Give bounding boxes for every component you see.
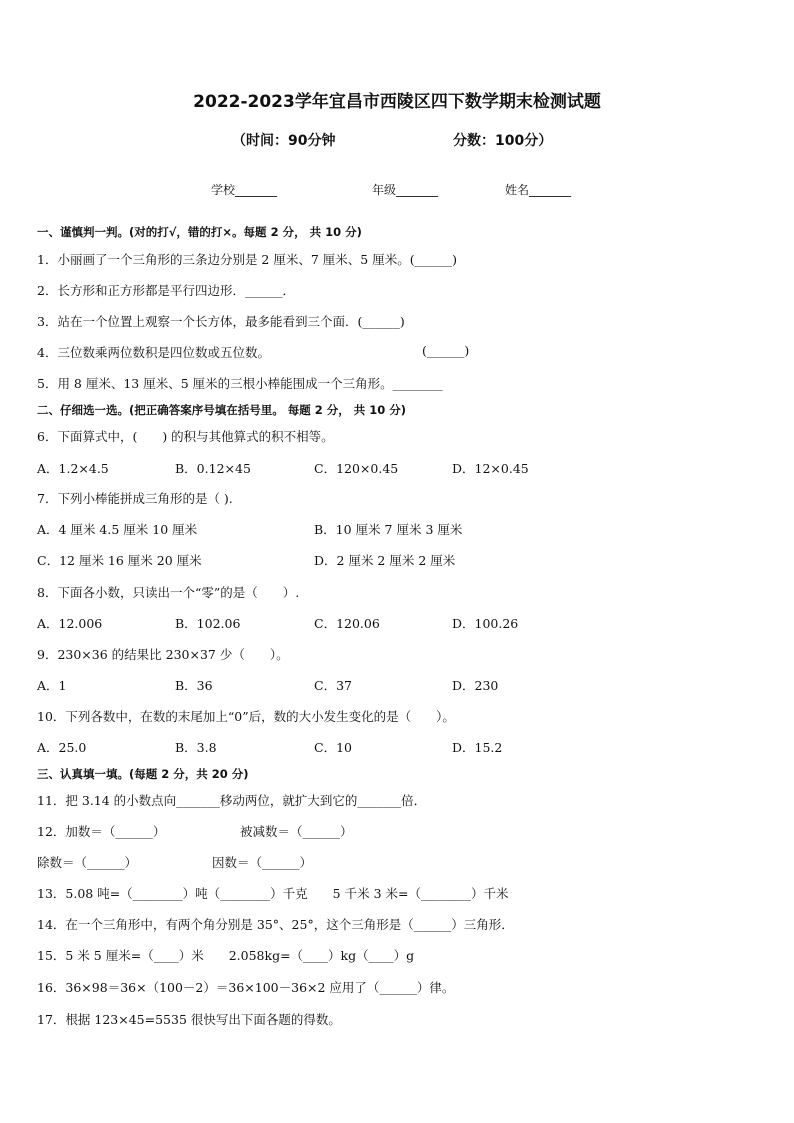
question-12-addend: 12．加数＝（______） xyxy=(37,824,166,839)
q9-option-a: A．1 xyxy=(37,678,67,693)
q8-option-d: D．100.26 xyxy=(452,616,519,631)
question-6: 6．下面算式中，( ) 的积与其他算式的积不相等。 xyxy=(37,429,334,444)
q7-option-c: C．12 厘米 16 厘米 20 厘米 xyxy=(37,553,202,568)
section2-heading: 二、仔细选一选。(把正确答案序号填在括号里。 每题 2 分， 共 10 分) xyxy=(37,403,407,417)
q6-option-a: A．1.2×4.5 xyxy=(37,461,109,476)
question-12-divisor: 除数＝（______） xyxy=(37,855,138,870)
q6-option-d: D．12×0.45 xyxy=(452,461,529,476)
q10-option-d: D．15.2 xyxy=(452,740,503,755)
question-7: 7．下列小棒能拼成三角形的是（ ). xyxy=(37,491,233,506)
question-17: 17．根据 123×45=5535 很快写出下面各题的得数。 xyxy=(37,1012,341,1027)
question-10: 10．下列各数中，在数的末尾加上“0”后，数的大小发生变化的是（ ）。 xyxy=(37,709,455,724)
exam-time: （时间：90分钟 xyxy=(232,133,336,149)
grade-field: 年级_______ xyxy=(372,183,439,197)
question-12-factor: 因数＝（______） xyxy=(212,855,313,870)
q7-option-a: A．4 厘米 4.5 厘米 10 厘米 xyxy=(37,522,198,537)
name-field: 姓名_______ xyxy=(505,183,572,197)
section3-heading: 三、认真填一填。(每题 2 分，共 20 分) xyxy=(37,767,249,781)
q8-option-b: B．102.06 xyxy=(175,616,241,631)
q9-option-d: D．230 xyxy=(452,678,499,693)
section1-heading: 一、谨慎判一判。(对的打√，错的打×。每题 2 分， 共 10 分) xyxy=(37,225,362,239)
q6-option-b: B．0.12×45 xyxy=(175,461,251,476)
question-4-blank: (______) xyxy=(422,343,470,358)
q9-option-c: C．37 xyxy=(314,678,352,693)
question-11: 11．把 3.14 的小数点向_______移动两位，就扩大到它的_______倍． xyxy=(37,793,427,808)
question-4: 4．三位数乘两位数积是四位数或五位数。 xyxy=(37,345,270,360)
question-3: 3．站在一个位置上观察一个长方体，最多能看到三个面．(______) xyxy=(37,314,405,329)
exam-score: 分数：100分） xyxy=(453,133,553,149)
q9-option-b: B．36 xyxy=(175,678,213,693)
q7-option-b: B．10 厘米 7 厘米 3 厘米 xyxy=(314,522,463,537)
q10-option-c: C．10 xyxy=(314,740,352,755)
question-13: 13．5.08 吨=（________）吨（________）千克 5 千米 3 米=（________）千米 xyxy=(37,886,509,901)
question-8: 8．下面各小数，只读出一个“零”的是（ ）. xyxy=(37,585,300,600)
question-15: 15．5 米 5 厘米=（____）米 2.058kg=（____）kg（____）g xyxy=(37,948,415,963)
q10-option-b: B．3.8 xyxy=(175,740,217,755)
q10-option-a: A．25.0 xyxy=(37,740,87,755)
q8-option-c: C．120.06 xyxy=(314,616,380,631)
page-title: 2022-2023学年宜昌市西陵区四下数学期末检测试题 xyxy=(193,92,601,112)
question-1: 1．小丽画了一个三角形的三条边分别是 2 厘米、7 厘米、5 厘米。(______) xyxy=(37,252,457,267)
q8-option-a: A．12.006 xyxy=(37,616,103,631)
question-14: 14．在一个三角形中，有两个角分别是 35°、25°，这个三角形是（______）三角形． xyxy=(37,917,514,932)
question-2: 2．长方形和正方形都是平行四边形．______． xyxy=(37,283,295,298)
q6-option-c: C．120×0.45 xyxy=(314,461,399,476)
q7-option-d: D．2 厘米 2 厘米 2 厘米 xyxy=(314,553,456,568)
question-9: 9．230×36 的结果比 230×37 少（ ）。 xyxy=(37,647,289,662)
question-12-minuend: 被减数＝（______） xyxy=(240,824,353,839)
question-5: 5．用 8 厘米、13 厘米、5 厘米的三根小棒能围成一个三角形。________ xyxy=(37,376,443,391)
question-16: 16．36×98＝36×（100－2）＝36×100－36×2 应用了（______）律。 xyxy=(37,980,455,995)
school-field: 学校_______ xyxy=(211,183,278,197)
